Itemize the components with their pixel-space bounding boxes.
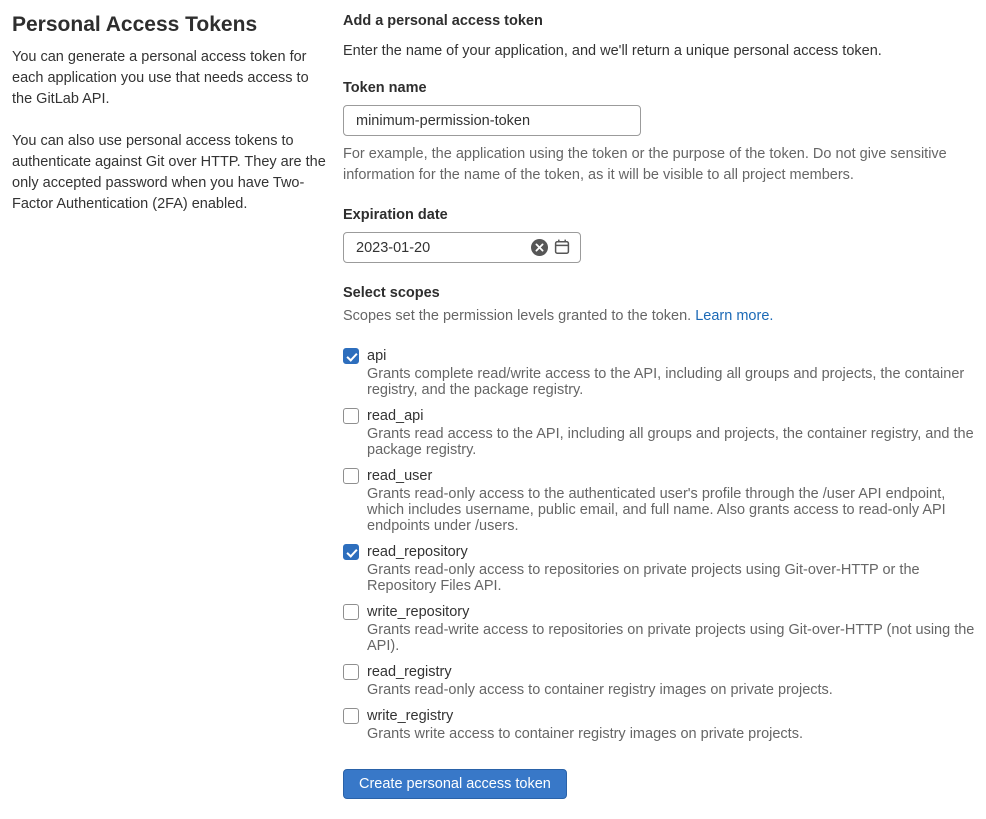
clear-date-icon[interactable] (531, 239, 548, 256)
scopes-help-text: Scopes set the permission levels granted to the token. (343, 308, 692, 324)
scope-row-read-api (343, 406, 986, 458)
scope-text (367, 662, 833, 698)
scope-checkbox-read-user[interactable] (343, 468, 359, 484)
expiration-date-field (343, 232, 581, 263)
token-name-help: For example, the application using the token or the purpose of the token. Do not give sensitive information for the name of the token, as it will be visible to all project members. (343, 146, 947, 183)
form-heading: Add a personal access token (343, 13, 543, 29)
scope-name-label[interactable]: read_registry (367, 664, 452, 680)
intro-paragraph: You can generate a personal access token for each application you use that needs access to the GitLab API. (12, 49, 309, 107)
scope-row-read-repository (343, 542, 986, 594)
intro-paragraph: You can also use personal access tokens to authenticate against Git over HTTP. They are the only accepted password when you have Two-Factor Authentication (2FA) enabled. (12, 133, 326, 212)
scope-description: Grants read-only access to the authenticated user's profile through the /user API endpoint, which includes username, public email, and full name. Also grants access to read-only API endpoints under /users. (367, 486, 946, 534)
learn-more-link[interactable]: Learn more. (695, 308, 774, 324)
scope-checkbox-read-registry[interactable] (343, 664, 359, 680)
scopes-help (343, 306, 986, 327)
select-scopes-label: Select scopes (343, 285, 440, 301)
scope-text (367, 602, 986, 654)
scope-text (367, 346, 986, 398)
scope-description: Grants read access to the API, including all groups and projects, the container registry, and the package registry. (367, 426, 974, 458)
scope-name-label[interactable]: read_user (367, 468, 433, 484)
scope-row-write-repository (343, 602, 986, 654)
scope-text (367, 406, 986, 458)
scope-description: Grants read-write access to repositories on private projects using Git-over-HTTP (not using the API). (367, 622, 975, 654)
page-title: Personal Access Tokens (12, 13, 258, 36)
settings-description-column (12, 12, 330, 799)
form-description: Enter the name of your application, and we'll return a unique personal access token. (343, 43, 882, 59)
scope-description: Grants complete read/write access to the API, including all groups and projects, the container registry, and the package registry. (367, 366, 965, 398)
scope-checkbox-api[interactable] (343, 348, 359, 364)
scope-row-write-registry (343, 706, 986, 742)
scope-name-label[interactable]: api (367, 348, 387, 364)
scope-row-read-user (343, 466, 986, 534)
token-name-label: Token name (343, 80, 427, 96)
scope-description: Grants read-only access to repositories on private projects using Git-over-HTTP or the Repository Files API. (367, 562, 920, 594)
scope-text (367, 466, 986, 534)
scope-name-label[interactable]: write_repository (367, 604, 470, 620)
scope-checkbox-write-registry[interactable] (343, 708, 359, 724)
scope-row-api (343, 346, 986, 398)
scope-text (367, 542, 986, 594)
scope-name-label[interactable]: read_api (367, 408, 424, 424)
create-token-button[interactable]: Create personal access token (343, 769, 567, 799)
scope-text (367, 706, 803, 742)
scope-checkbox-write-repository[interactable] (343, 604, 359, 620)
scope-name-label[interactable]: read_repository (367, 544, 468, 560)
scope-description: Grants write access to container registry images on private projects. (367, 726, 803, 742)
scope-checkbox-read-api[interactable] (343, 408, 359, 424)
scope-name-label[interactable]: write_registry (367, 708, 454, 724)
add-token-form (343, 12, 986, 799)
scope-row-read-registry (343, 662, 986, 698)
calendar-icon[interactable] (554, 239, 571, 256)
expiration-date-label: Expiration date (343, 207, 448, 223)
scope-checkbox-read-repository[interactable] (343, 544, 359, 560)
scope-description: Grants read-only access to container registry images on private projects. (367, 682, 833, 698)
token-name-input[interactable] (343, 105, 641, 136)
